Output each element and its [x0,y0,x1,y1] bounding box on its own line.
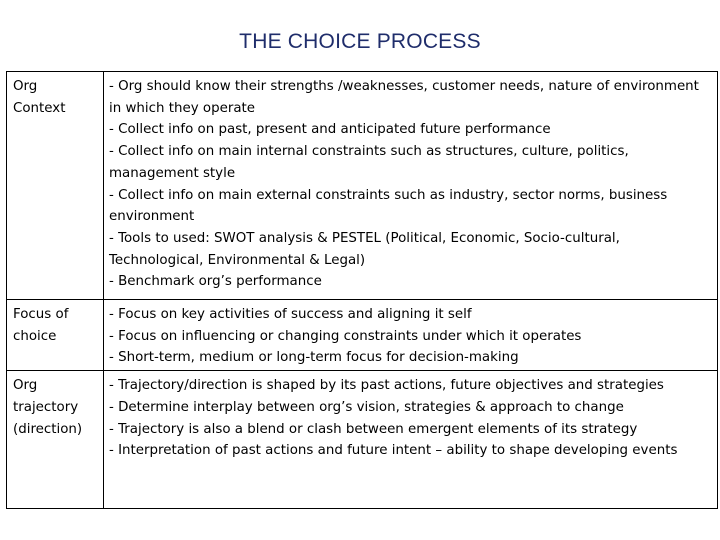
row-label-cell [7,300,104,371]
table-row-org-trajectory [7,371,718,509]
row-content-cell [104,72,718,300]
row-label-line: Org [13,79,38,94]
row-label-line: Focus of [13,307,69,322]
bullet-point: - Collect info on main internal constraints such as structures, culture, politics, management style [109,144,629,181]
bullet-point: - Trajectory is also a blend or clash between emergent elements of its strategy [109,421,638,437]
bullet-point: - Collect info on main external constraints such as industry, sector norms, business environment [109,187,668,225]
row-label-cell [7,371,104,509]
bullet-point: - Tools to used: SWOT analysis & PESTEL (Political, Economic, Socio-cultural, Technological, Environmental & Legal) [109,230,620,268]
bullet-point: - Short-term, medium or long-term focus for decision-making [109,350,519,366]
choice-process-table [6,71,718,509]
bullet-point: - Benchmark org’s performance [109,274,322,290]
page-title: THE CHOICE PROCESS [239,30,481,53]
bullet-point: - Focus on influencing or changing constraints under which it operates [109,328,582,344]
bullet-point: - Trajectory/direction is shaped by its past actions, future objectives and strategies [109,378,664,394]
row-label-line: (direction) [13,421,83,437]
row-label-line: choice [13,328,57,344]
row-label-line: trajectory [13,399,79,415]
row-label-line: Org [13,378,38,394]
bullet-point: - Determine interplay between org’s vision, strategies & approach to change [109,399,624,415]
bullet-point: - Collect info on past, present and anticipated future performance [109,122,551,138]
bullet-point: - Focus on key activities of success and aligning it self [109,307,472,322]
table-row-focus-of-choice [7,300,718,371]
row-label-cell [7,72,104,300]
row-content-cell [104,371,718,509]
table-row-org-context [7,72,718,300]
row-label-line: Context [13,100,66,116]
bullet-point: - Interpretation of past actions and future intent – ability to shape developing events [109,443,678,459]
bullet-point: - Org should know their strengths /weaknesses, customer needs, nature of environment in which they operate [109,79,699,116]
row-content-cell [104,300,718,371]
